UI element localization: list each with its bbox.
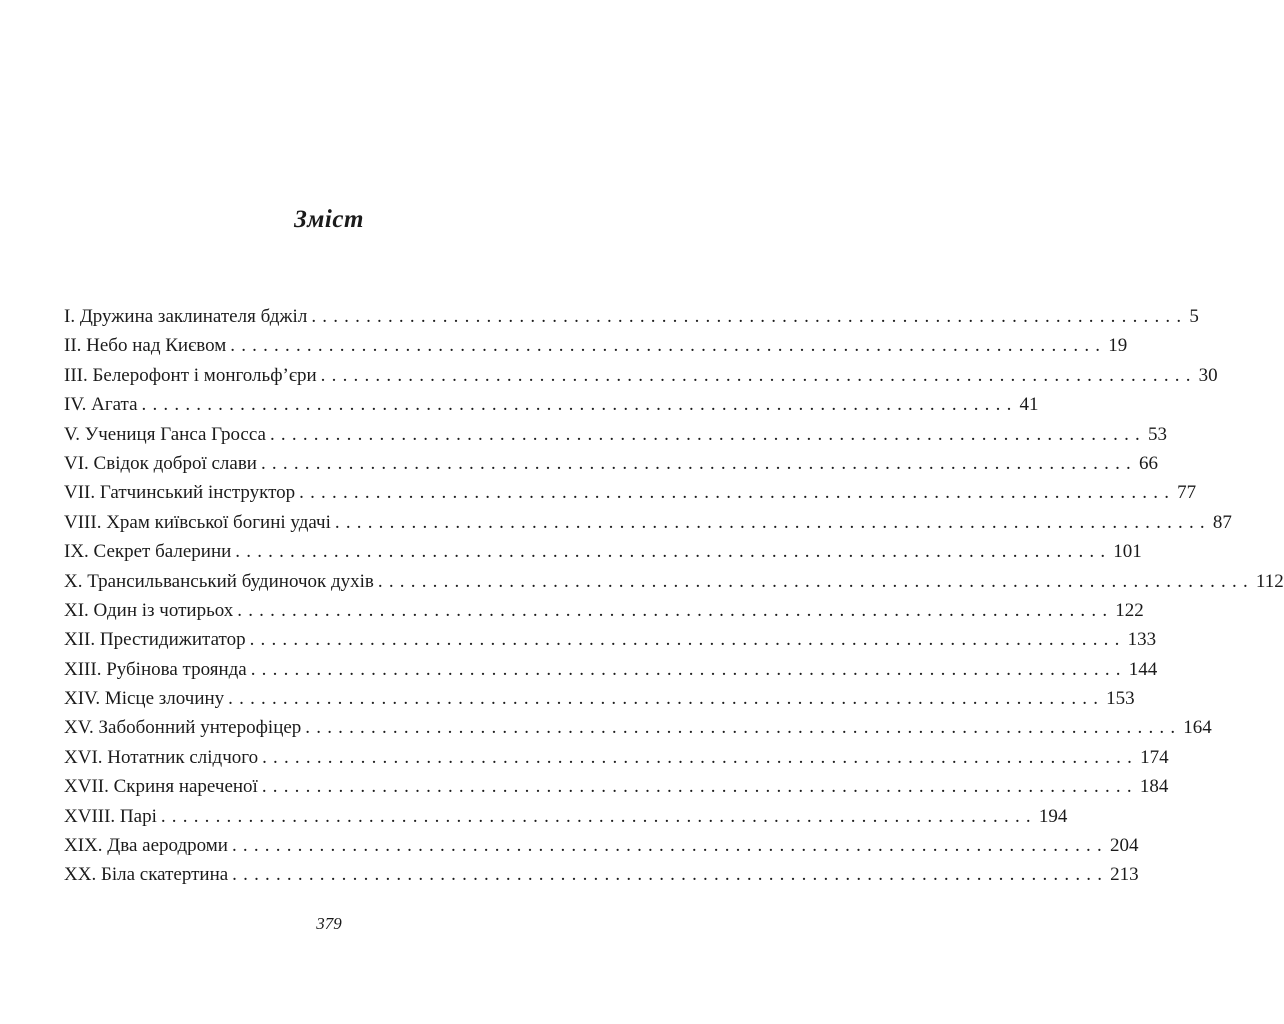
toc-leader-dots: ................................................................................ [230,335,1107,357]
toc-leader-dots: ................................................................................ [377,570,1254,592]
toc-entry-page: 19 [1108,335,1128,357]
toc-entry [64,831,1139,860]
table-of-contents [64,302,1284,890]
toc-entry-page: 30 [1198,364,1218,386]
toc-entry [64,567,1284,596]
toc-entry-title: III. Белерофонт і монгольф’єри [64,364,317,386]
toc-entry [64,331,1128,360]
toc-entry [64,361,1218,390]
toc-entry-page: 77 [1177,482,1197,504]
toc-leader-dots: ................................................................................ [141,394,1018,416]
toc-entry-page: 5 [1189,306,1199,327]
toc-leader-dots: ................................................................................ [262,746,1139,768]
toc-leader-dots: ................................................................................ [311,306,1188,327]
toc-entry [64,684,1135,713]
toc-leader-dots: ................................................................................ [249,629,1126,651]
toc-entry-page: 144 [1128,658,1158,680]
toc-entry [64,478,1197,507]
toc-leader-dots: ................................................................................ [232,864,1109,886]
toc-leader-dots: ................................................................................ [261,776,1138,798]
toc-entry [64,743,1169,772]
toc-entry-page: 53 [1147,423,1167,445]
toc-entry-page: 101 [1113,541,1142,563]
toc-entry [64,655,1158,684]
toc-entry-page: 213 [1110,864,1139,886]
contents-title: Зміст [294,206,364,233]
toc-entry-title: XIII. Рубінова троянда [64,658,247,680]
toc-entry-title: I. Дружина заклинателя бджіл [64,306,308,327]
toc-leader-dots: ................................................................................ [269,423,1146,445]
page-number: 379 [316,914,342,933]
toc-entry-page: 112 [1255,570,1284,592]
toc-entry-title: IX. Секрет балерини [64,541,232,563]
toc-entry [64,420,1167,449]
toc-leader-dots: ................................................................................ [160,805,1037,827]
toc-leader-dots: ................................................................................ [305,717,1182,739]
toc-entry-title: VII. Гатчинський інструктор [64,482,296,504]
toc-entry [64,625,1157,654]
toc-entry-title: XV. Забобонний унтерофіцер [64,717,302,739]
toc-entry-page: 204 [1109,835,1139,857]
toc-entry-title: XI. Один із чотирьох [64,599,234,621]
toc-entry-page: 174 [1140,746,1169,768]
toc-entry [64,508,1232,537]
toc-entry-page: 87 [1212,511,1232,533]
toc-entry-page: 66 [1138,452,1158,474]
toc-leader-dots: ................................................................................ [235,541,1112,563]
toc-leader-dots: ................................................................................ [299,482,1176,504]
toc-entry [64,302,1199,331]
toc-entry-title: V. Учениця Ганса Гросса [64,423,266,445]
toc-entry-page: 194 [1038,805,1068,827]
toc-entry-title: XVII. Скриня нареченої [64,776,258,798]
toc-entry-title: X. Трансильванський будиночок духів [64,570,374,592]
toc-entry-title: VIII. Храм київської богині удачі [64,511,331,533]
toc-leader-dots: ................................................................................ [260,452,1137,474]
toc-entry-title: XVIII. Парі [64,805,157,827]
toc-entry-title: IV. Агата [64,394,138,416]
toc-leader-dots: ................................................................................ [250,658,1127,680]
toc-entry-title: XII. Престидижитатор [64,629,246,651]
toc-entry-title: II. Небо над Києвом [64,335,227,357]
toc-entry-title: XIV. Місце злочину [64,688,225,710]
toc-entry-page: 122 [1115,599,1144,621]
toc-leader-dots: ................................................................................ [334,511,1211,533]
toc-entry [64,596,1144,625]
toc-entry [64,449,1158,478]
toc-entry [64,772,1169,801]
toc-leader-dots: ................................................................................ [237,599,1114,621]
toc-entry-title: VI. Свідок доброї слави [64,452,257,474]
toc-entry [64,537,1142,566]
toc-entry [64,860,1139,889]
toc-entry-page: 164 [1183,717,1212,739]
toc-entry-title: XVI. Нотатник слідчого [64,746,259,768]
toc-leader-dots: ................................................................................ [320,364,1197,386]
toc-entry [64,713,1212,742]
toc-leader-dots: ................................................................................ [228,688,1105,710]
toc-entry [64,802,1068,831]
toc-entry [64,390,1039,419]
toc-entry-page: 41 [1019,394,1039,416]
toc-entry-title: XX. Біла скатертина [64,864,229,886]
toc-entry-page: 184 [1139,776,1169,798]
toc-entry-title: XIX. Два аеродроми [64,835,228,857]
toc-entry-page: 133 [1127,629,1157,651]
toc-entry-page: 153 [1106,688,1135,710]
toc-leader-dots: ................................................................................ [231,835,1108,857]
